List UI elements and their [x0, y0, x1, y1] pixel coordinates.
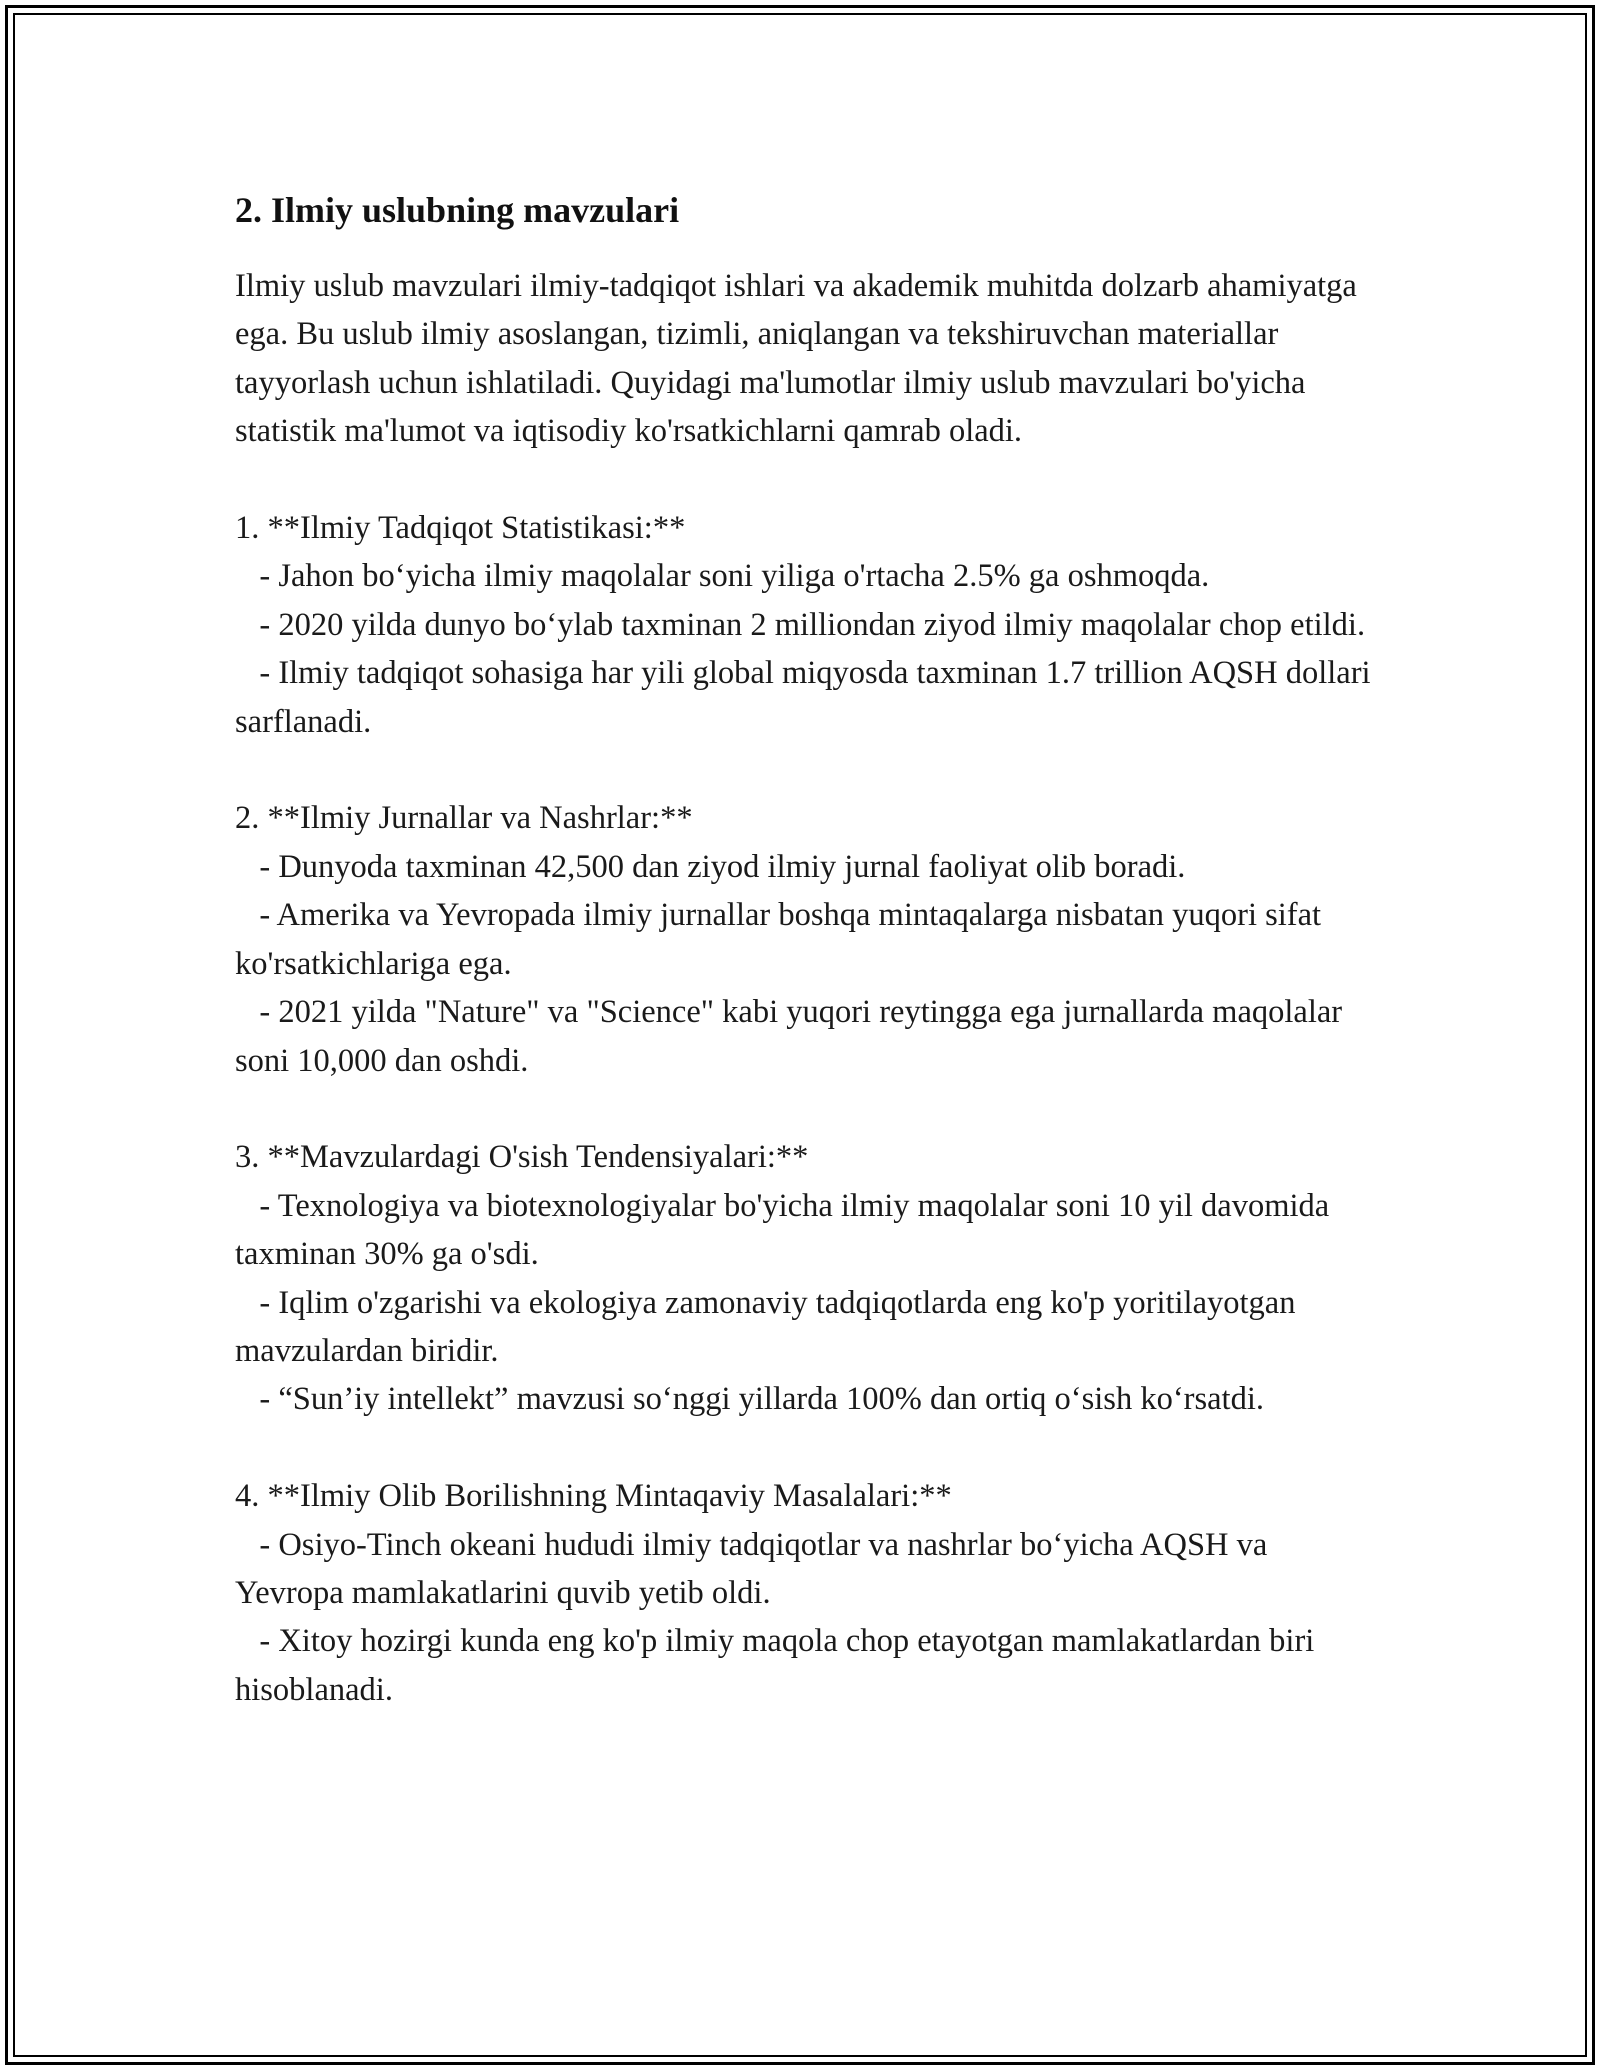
section-heading: 2. Ilmiy uslubning mavzulari — [235, 190, 680, 230]
document-content — [235, 186, 1375, 1714]
section-body: Ilmiy uslub mavzulari ilmiy-tadqiqot ishlari va akademik muhitda dolzarb ahamiyatga ega. Bu uslub ilmiy asoslangan, tizimli, aniqlangan va tekshiruvchan materiallar tayyorlash uchun ishlatiladi. Quyidagi ma'lumotlar ilmiy uslub mavzulari bo'yicha statistik ma'lumot va iqtisodiy ko'rsatkichlarni qamrab oladi. 1. **Ilmiy Tadqiqot Statistikasi:** - Jahon bo‘yicha ilmiy maqolalar soni yiliga o'rtacha 2.5% ga oshmoqda. - 2020 yilda dunyo bo‘ylab taxminan 2 milliondan ziyod ilmiy maqolalar chop etildi. - Ilmiy tadqiqot sohasiga har yili global miqyosda taxminan 1.7 trillion AQSH dollari sarflanadi. 2. **Ilmiy Jurnallar va Nashrlar:** - Dunyoda taxminan 42,500 dan ziyod ilmiy jurnal faoliyat olib boradi. - Amerika va Yevropada ilmiy jurnallar boshqa mintaqalarga nisbatan yuqori sifat ko'rsatkichlariga ega. - 2021 yilda "Nature" va "Science" kabi yuqori reytingga ega jurnallarda maqolalar soni 10,000 dan oshdi. 3. **Mavzulardagi O'sish Tendensiyalari:** - Texnologiya va biotexnologiyalar bo'yicha ilmiy maqolalar soni 10 yil davomida taxminan 30% ga o'sdi. - Iqlim o'zgarishi va ekologiya zamonaviy tadqiqotlarda eng ko'p yoritilayotgan mavzulardan biridir. - “Sun’iy intellekt” mavzusi so‘nggi yillarda 100% dan ortiq o‘sish ko‘rsatdi. 4. **Ilmiy Olib Borilishning Mintaqaviy Masalalari:** - Osiyo-Tinch okeani hududi ilmiy tadqiqotlar va nashrlar bo‘yicha AQSH va Yevropa mamlakatlarini quvib yetib oldi. - Xitoy hozirgi kunda eng ko'p ilmiy maqola chop etayotgan mamlakatlardan biri hisoblanadi. — [235, 268, 1371, 1708]
